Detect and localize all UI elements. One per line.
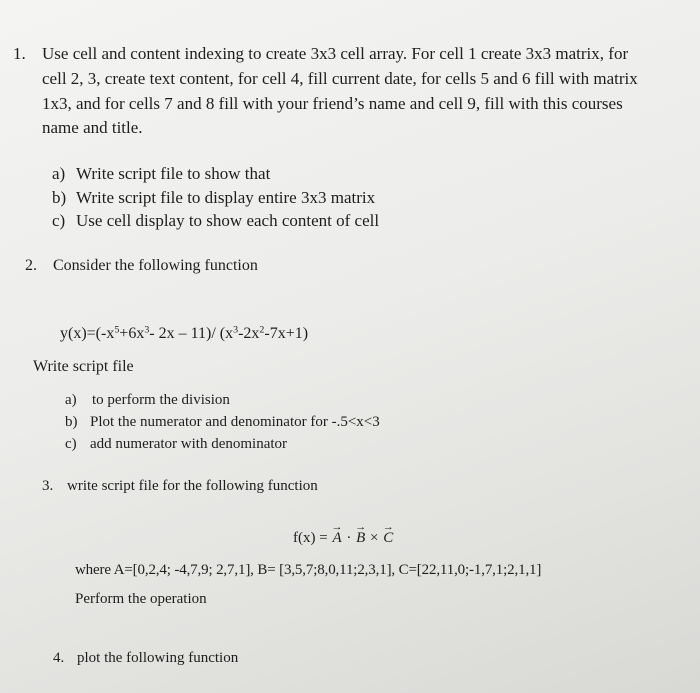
q2-prompt: Write script file — [33, 358, 134, 375]
q1-text-line-3: 1x3, and for cells 7 and 8 fill with your friend’s name and cell 9, fill with this courses — [42, 94, 623, 113]
q1-item-b-text: Write script file to display entire 3x3 matrix — [76, 188, 376, 207]
q4-number: 4. — [53, 650, 65, 666]
q3-operation: Perform the operation — [75, 591, 207, 607]
q3-number: 3. — [42, 478, 54, 494]
q1-text-line-1: Use cell and content indexing to create 3x3 cell array. For cell 1 create 3x3 matrix, for — [42, 44, 629, 63]
q2-title: Consider the following function — [53, 257, 258, 274]
q1-item-c-text: Use cell display to show each content of cell — [76, 211, 380, 230]
q2-item-a-text: to perform the division — [92, 392, 230, 408]
q4-title: plot the following function — [77, 650, 239, 666]
q2-function: $y(x)=(-x^5+6x^3-$ 2x – 11)/ $(x^3-2x^2-7x+1)$ — [60, 324, 309, 342]
vector-c: → C — [382, 531, 394, 546]
q1-item-a-text: Write script file to show that — [76, 164, 271, 183]
q2-item-b-text: Plot the numerator and denominator for -.5<x<3 — [90, 414, 380, 430]
q1-item-c-letter: c) — [52, 211, 66, 230]
vector-a: → A — [331, 531, 342, 546]
q1-item-a-letter: a) — [52, 164, 66, 183]
q2-item-b-letter: b) — [65, 414, 78, 430]
q2-item-c-letter: c) — [65, 436, 77, 452]
q3-where-line: where A=[0,2,4; -4,7,9; 2,7,1], B= [3,5,7;8,0,11;2,3,1], C=[22,11,0;-1,7,1;2,1,1] — [75, 562, 542, 578]
vector-b: → B — [355, 531, 366, 546]
q2-item-a-letter: a) — [65, 392, 77, 408]
q2-number: 2. — [25, 257, 37, 274]
q1-item-b-letter: b) — [52, 188, 67, 207]
q2-item-c-text: add numerator with denominator — [90, 436, 288, 452]
q3-title: write script file for the following function — [67, 478, 318, 494]
q1-number: 1. — [13, 44, 26, 63]
q3-formula: f(x) = → A · → B × → C — [293, 531, 394, 546]
q1-text-line-2: cell 2, 3, create text content, for cell 4, fill current date, for cells 5 and 6 fill with matrix — [42, 69, 638, 88]
q1-text-line-4: name and title. — [42, 118, 143, 137]
